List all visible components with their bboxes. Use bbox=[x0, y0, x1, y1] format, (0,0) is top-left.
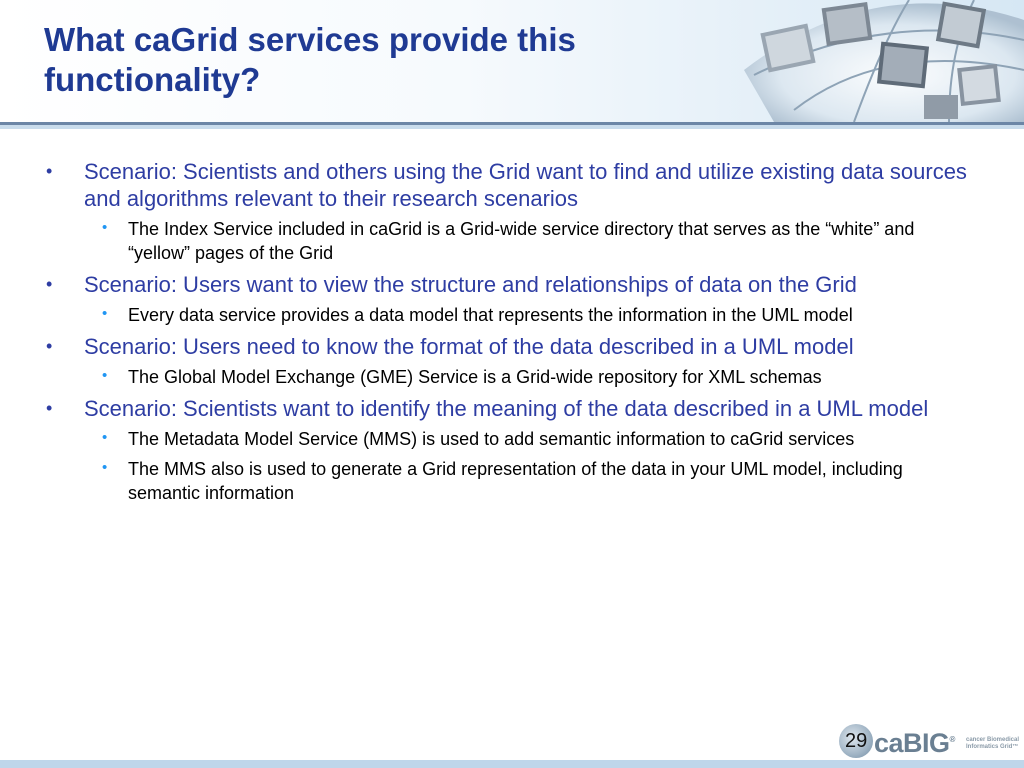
sub-bullet-text: The Index Service included in caGrid is a Grid-wide service directory that serves as the “white” and “yellow” pages of the Grid bbox=[128, 219, 915, 263]
sub-bullet-item bbox=[46, 303, 976, 327]
logo-name: caBIG bbox=[874, 728, 950, 758]
page-number: 29 bbox=[845, 730, 868, 752]
bullet-item bbox=[46, 271, 976, 298]
bullet-dot-icon: • bbox=[102, 429, 108, 446]
bullet-text: Scenario: Scientists want to identify the meaning of the data described in a UML model bbox=[84, 396, 929, 421]
bullet-dot-icon: • bbox=[46, 274, 53, 294]
bullet-text: Scenario: Scientists and others using the Grid want to find and utilize existing data sources and algorithms relevant to their research scenarios bbox=[84, 159, 967, 211]
bullet-item bbox=[46, 158, 976, 212]
footer-divider bbox=[0, 760, 1024, 768]
bullet-text: Scenario: Users want to view the structure and relationships of data on the Grid bbox=[84, 272, 857, 297]
bullet-dot-icon: • bbox=[46, 161, 53, 181]
sub-bullet-item bbox=[46, 365, 976, 389]
sub-bullet-item bbox=[46, 427, 976, 451]
bullet-dot-icon: • bbox=[46, 398, 53, 418]
sub-bullet-text: The MMS also is used to generate a Grid representation of the data in your UML model, including semantic information bbox=[128, 459, 903, 503]
sub-bullet-item bbox=[46, 457, 976, 505]
sub-bullet-text: The Metadata Model Service (MMS) is used to add semantic information to caGrid services bbox=[128, 429, 855, 449]
bullet-dot-icon: • bbox=[102, 219, 108, 236]
logo-wordmark bbox=[874, 728, 955, 759]
bullet-dot-icon: • bbox=[46, 336, 53, 356]
sub-bullet-item bbox=[46, 217, 976, 265]
logo-trademark: ® bbox=[949, 735, 955, 744]
sub-bullet-text: Every data service provides a data model that represents the information in the UML model bbox=[128, 305, 853, 325]
bullet-dot-icon: • bbox=[102, 305, 108, 322]
globe-image-icon bbox=[734, 0, 1024, 122]
bullet-dot-icon: • bbox=[102, 367, 108, 384]
sub-bullet-text: The Global Model Exchange (GME) Service is a Grid-wide repository for XML schemas bbox=[128, 367, 822, 387]
slide-title: What caGrid services provide this functionality? bbox=[44, 21, 576, 98]
bullet-list bbox=[46, 158, 976, 511]
bullet-text: Scenario: Users need to know the format of the data described in a UML model bbox=[84, 334, 854, 359]
bullet-item bbox=[46, 333, 976, 360]
logo-subtitle: cancer Biomedical Informatics Grid™ bbox=[966, 737, 1020, 750]
bullet-dot-icon: • bbox=[102, 459, 108, 476]
bullet-item bbox=[46, 395, 976, 422]
header-divider-light bbox=[0, 125, 1024, 129]
